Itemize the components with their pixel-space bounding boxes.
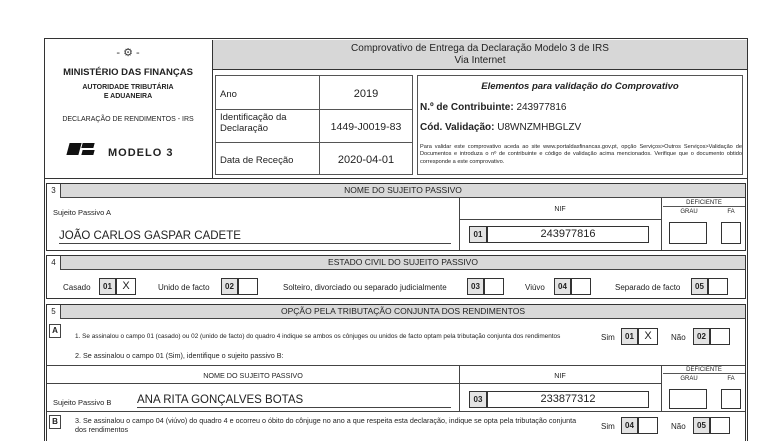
sujeito-b-label: Sujeito Passivo B [53, 398, 112, 407]
sim-a-label: Sim [601, 333, 615, 342]
sim-b-code: 04 [621, 417, 638, 434]
fa-b-header: FA [727, 376, 735, 382]
estado-casado-checkbox[interactable]: X [116, 278, 136, 295]
id-label: Identificação da Declaração [220, 112, 287, 134]
nao-b-checkbox[interactable] [710, 417, 730, 434]
receipt-block [212, 40, 746, 178]
subsection-a-label: A [49, 324, 61, 338]
subsection-b-label: B [49, 415, 61, 429]
codigo-row [420, 122, 581, 133]
grau-a-field[interactable] [669, 222, 707, 244]
declaration-type: DECLARAÇÃO DE RENDIMENTOS - IRS [62, 116, 194, 123]
nao-b-code: 05 [693, 417, 710, 434]
estado-separado-checkbox[interactable] [708, 278, 728, 295]
contribuinte-row [420, 102, 567, 113]
model-label: MODELO 3 [108, 147, 174, 159]
nao-a-code: 02 [693, 328, 710, 345]
ministry-name: MINISTÉRIO DAS FINANÇAS [63, 67, 193, 78]
estado-separado-code: 05 [691, 278, 708, 295]
sim-a-checkbox[interactable]: X [638, 328, 658, 345]
question-2-text: 2. Se assinalou o campo 01 (Sim), identifique o sujeito passivo B: [75, 351, 284, 360]
section3 [46, 183, 746, 251]
section4-number: 4 [47, 256, 61, 270]
nif-b-value: 233877312 [487, 391, 649, 408]
estado-separado-label: Separado de facto [615, 283, 681, 292]
coat-of-arms-icon: ‑ ⚙ ‑ [116, 47, 140, 59]
nao-a-checkbox[interactable] [710, 328, 730, 345]
sujeito-b-nif-header: NIF [554, 371, 566, 380]
at-logo-icon [68, 141, 98, 157]
estado-viuvo-code: 04 [554, 278, 571, 295]
grau-b-field[interactable] [669, 389, 707, 409]
fa-a-header: FA [727, 209, 735, 215]
nif-a-header: NIF [554, 206, 566, 213]
section5-number: 5 [47, 305, 61, 319]
sujeito-b-name: ANA RITA GONÇALVES BOTAS [137, 394, 451, 408]
sujeito-a-name: JOÃO CARLOS GASPAR CADETE [59, 230, 451, 244]
id-value: 1449-J0019-83 [330, 121, 402, 133]
contribuinte-value: 243977816 [516, 102, 567, 113]
deficiente-a-header: DEFICIENTE [663, 200, 745, 207]
grau-b-header: GRAU [680, 376, 698, 382]
title-line1: Comprovativo de Entrega da Declaração Modelo 3 de IRS [351, 43, 609, 54]
codigo-label: Cód. Validação: [420, 122, 495, 133]
title-line2: Via Internet [454, 55, 506, 66]
data-value: 2020-04-01 [337, 154, 395, 166]
section3-number: 3 [47, 184, 61, 198]
validation-title: Elementos para validação do Comprovativo [481, 81, 679, 92]
sim-b-checkbox[interactable] [638, 417, 658, 434]
receipt-title [213, 40, 747, 70]
authority-line1: AUTORIDADE TRIBUTÁRIA [82, 84, 174, 91]
nao-b-label: Não [671, 422, 686, 431]
ano-value: 2019 [353, 88, 379, 100]
validation-note: Para validar este comprovativo aceda ao site www.portaldasfinancas.gov.pt, opção Serviços>Outros Serviços>Validação de Documentos e introduza o nº de contribuinte e código de validação acima mencionados. Verifique que o documento obtido corresponde a este comprovativo. [420, 144, 742, 165]
grau-a-header: GRAU [680, 209, 698, 215]
codigo-value: U8WNZMHBGLZV [497, 122, 582, 133]
estado-viuvo-checkbox[interactable] [571, 278, 591, 295]
question-1-text: 1. Se assinalou o campo 01 (casado) ou 02 (unido de facto) do quadro 4 indique se ambos os cônjuges ou unidos de facto optam pela tributação conjunta dos rendimentos [75, 333, 561, 340]
estado-casado-code: 01 [99, 278, 116, 295]
section5-title: OPÇÃO PELA TRIBUTAÇÃO CONJUNTA DOS RENDIMENTOS [61, 305, 745, 319]
data-label: Data de Receção [220, 155, 294, 166]
estado-solteiro-checkbox[interactable] [484, 278, 504, 295]
contribuinte-label: N.º de Contribuinte: [420, 102, 514, 113]
nao-a-label: Não [671, 333, 686, 342]
sujeito-a-label: Sujeito Passivo A [53, 208, 111, 217]
fa-b-field[interactable] [721, 389, 741, 409]
estado-unido-checkbox[interactable] [238, 278, 258, 295]
nif-a-value: 243977816 [487, 226, 649, 243]
section5 [46, 304, 746, 441]
sim-b-label: Sim [601, 422, 615, 431]
ministry-block [46, 40, 210, 178]
validation-box [417, 75, 743, 175]
fa-a-field[interactable] [721, 222, 741, 244]
estado-solteiro-code: 03 [467, 278, 484, 295]
ano-label: Ano [220, 89, 237, 100]
estado-viuvo-label: Viúvo [525, 283, 545, 292]
section3-title: NOME DO SUJEITO PASSIVO [61, 184, 745, 198]
section4-title: ESTADO CIVIL DO SUJEITO PASSIVO [61, 256, 745, 270]
declaration-table [215, 75, 413, 175]
nif-b-code: 03 [469, 391, 487, 408]
question-3-text: 3. Se assinalou o campo 04 (viúvo) do quadro 4 e ocorreu o óbito do cônjuge no ano a que respeita esta declaração, indique se opta pela tributação conjunta dos rendimentos [75, 416, 577, 434]
authority-line2: E ADUANEIRA [103, 93, 153, 100]
estado-casado-label: Casado [63, 283, 91, 292]
section4 [46, 255, 746, 299]
sim-a-code: 01 [621, 328, 638, 345]
estado-unido-label: Unido de facto [158, 283, 210, 292]
nif-a-code: 01 [469, 226, 487, 243]
estado-solteiro-label: Solteiro, divorciado ou separado judicialmente [283, 283, 447, 292]
sujeito-b-name-header: NOME DO SUJEITO PASSIVO [203, 371, 303, 380]
deficiente-b-header: DEFICIENTE [663, 367, 745, 374]
estado-unido-code: 02 [221, 278, 238, 295]
